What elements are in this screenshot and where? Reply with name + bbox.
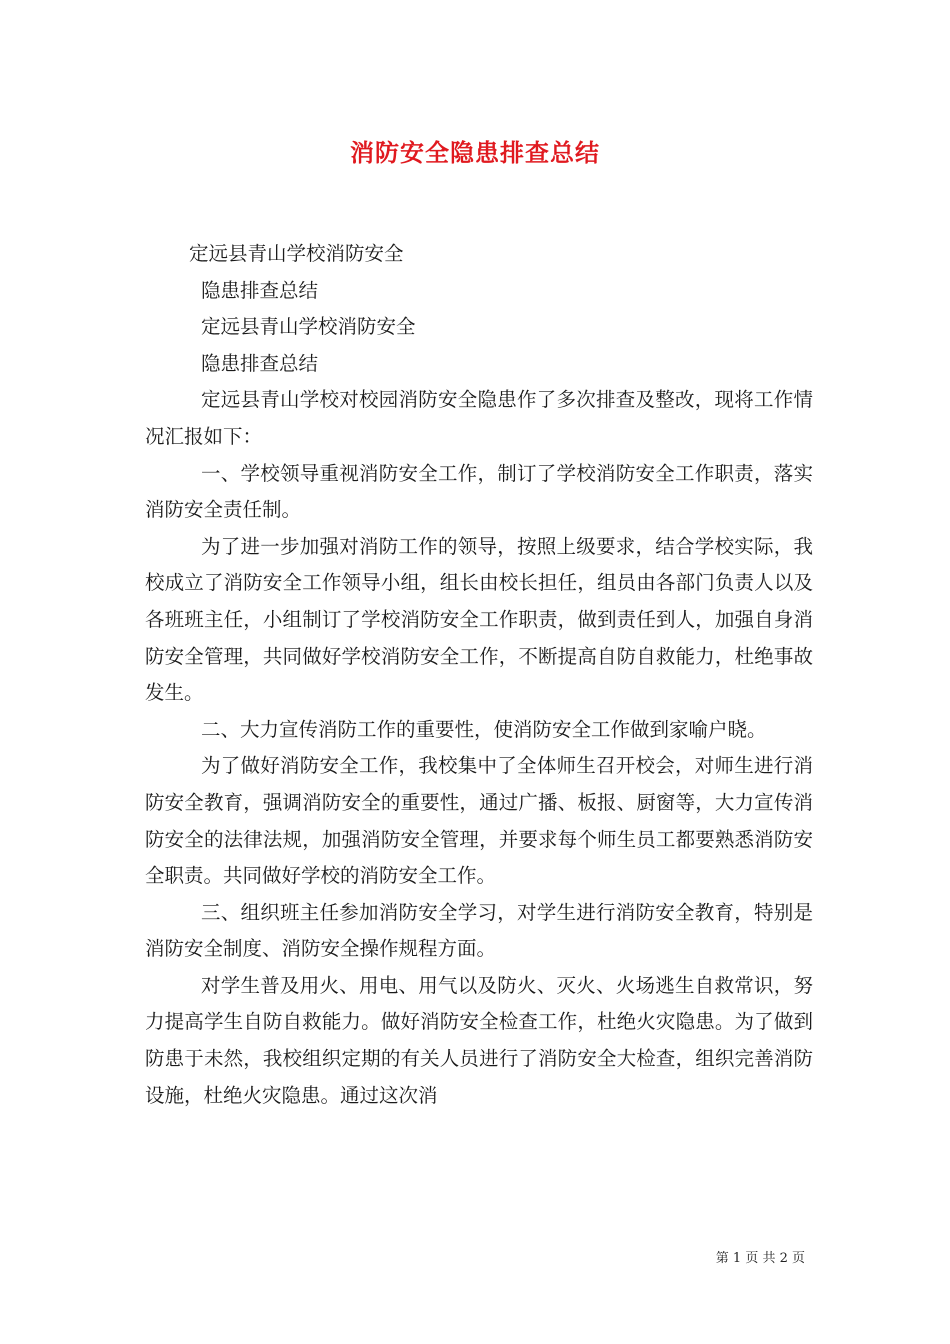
header-line: 定远县青山学校消防安全 [189, 242, 404, 265]
paragraph: 为了进一步加强对消防工作的领导，按照上级要求，结合学校实际，我校成立了消防安全工作领导小组，组长由校长担任，组员由各部门负责人以及各班班主任，小组制订了学校消防安全工作职责，做到责任到人，加强自身消防安全管理，共同做好学校消防安全工作，不断提高自防自救能力，杜绝事故发生。 [145, 534, 813, 705]
paragraph: 对学生普及用火、用电、用气以及防火、灭火、火场逃生自救常识，努力提高学生自防自救能力。做好消防安全检查工作，杜绝火灾隐患。为了做到防患于未然，我校组织定期的有关人员进行了消防安全大检查，组织完善消防设施，杜绝火灾隐患。通过这次消 [145, 973, 813, 1107]
header-line: 定远县青山学校消防安全 [201, 315, 416, 339]
page-number-footer: 第 1 页 共 2 页 [715, 1251, 805, 1266]
header-line: 隐患排查总结 [201, 278, 319, 302]
paragraph: 三、组织班主任参加消防安全学习，对学生进行消防安全教育，特别是消防安全制度、消防安全操作规程方面。 [145, 900, 813, 961]
paragraph: 一、学校领导重视消防安全工作，制订了学校消防安全工作职责，落实消防安全责任制。 [145, 461, 813, 522]
paragraph: 定远县青山学校对校园消防安全隐患作了多次排查及整改，现将工作情况汇报如下： [145, 388, 813, 448]
document-body [145, 236, 813, 1114]
paragraph: 为了做好消防安全工作，我校集中了全体师生召开校会，对师生进行消防安全教育，强调消防安全的重要性，通过广播、板报、厨窗等，大力宣传消防安全的法律法规，加强消防安全管理，并要求每个师生员工都要熟悉消防安全职责。共同做好学校的消防安全工作。 [145, 754, 813, 888]
header-line: 隐患排查总结 [201, 351, 319, 375]
paragraph: 二、大力宣传消防工作的重要性，使消防安全工作做到家喻户晓。 [201, 717, 767, 741]
document-title: 消防安全隐患排查总结 [350, 138, 600, 167]
